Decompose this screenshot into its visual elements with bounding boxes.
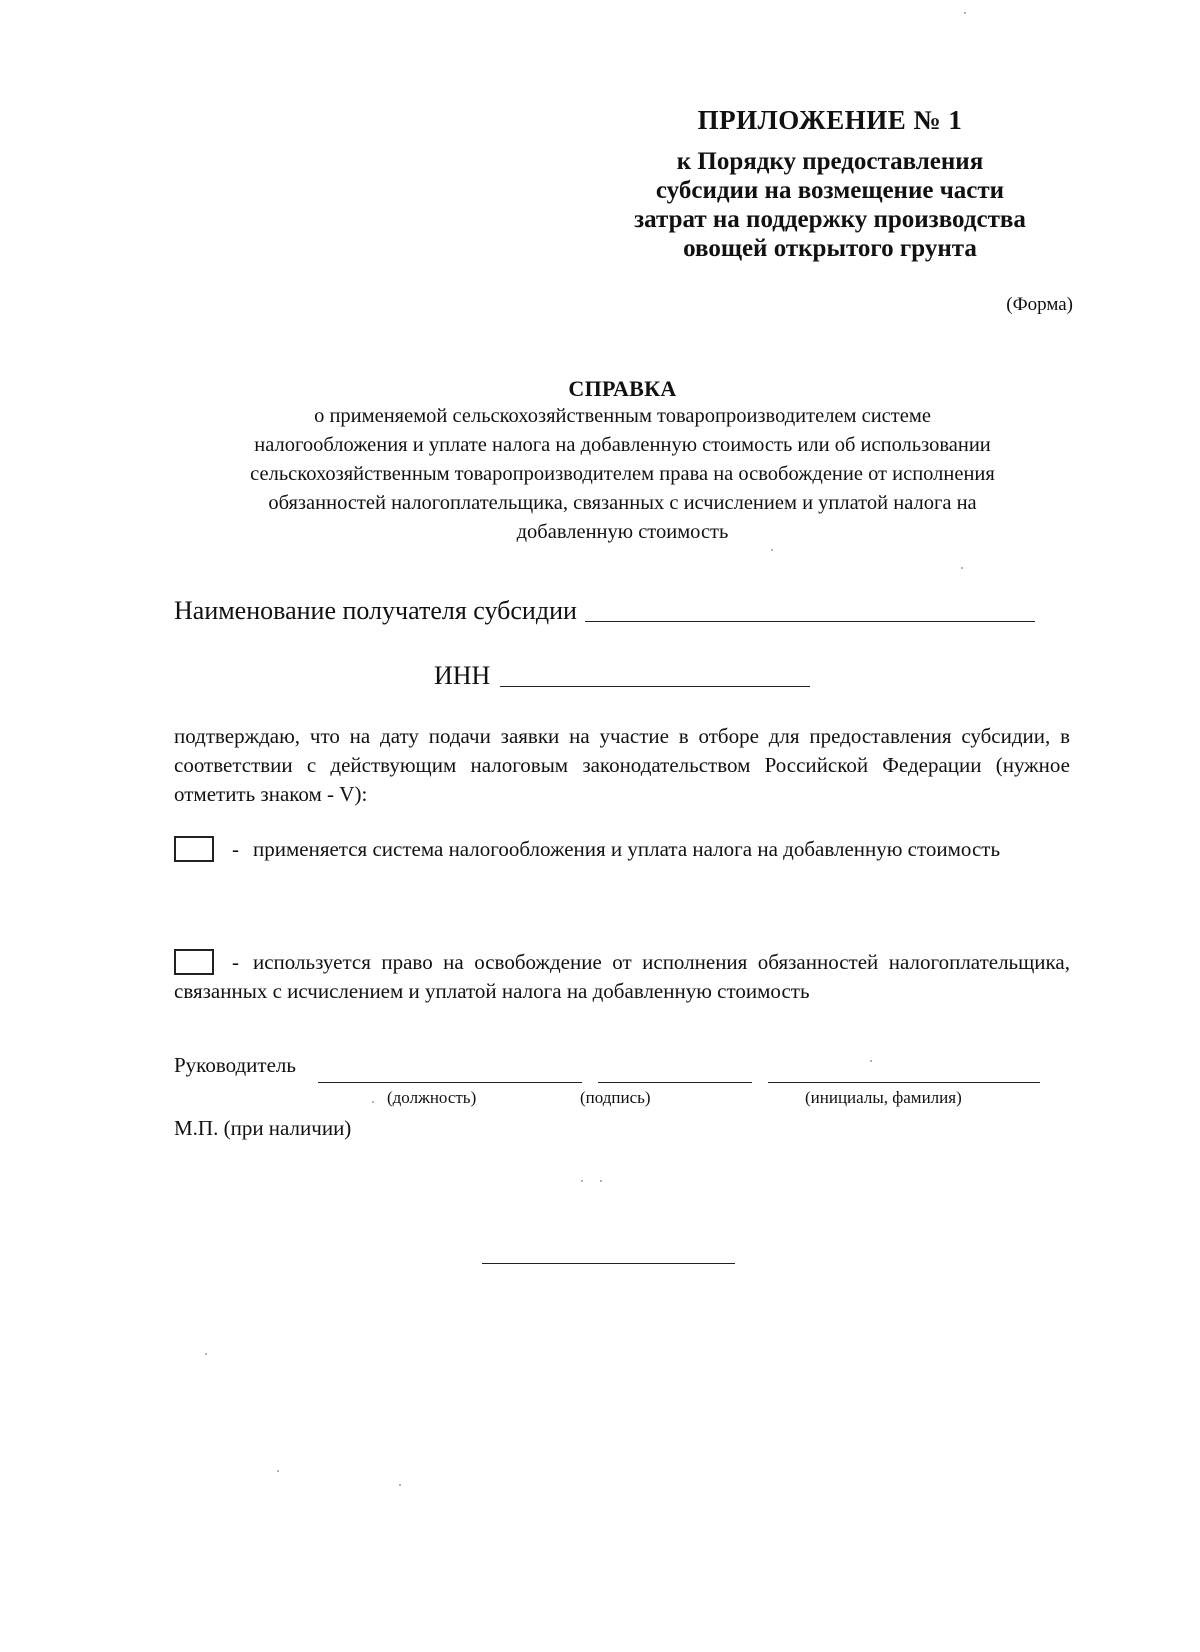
subtitle-line: сельскохозяйственным товаропроизводителем права на освобождение от исполнения — [250, 463, 995, 485]
scan-speck — [205, 1353, 207, 1355]
scan-speck — [771, 549, 773, 551]
option-text: применяется система налогообложения и уплата налога на добавленную стоимость — [253, 837, 1001, 861]
option-vat-payer — [174, 835, 1070, 864]
scan-speck — [964, 12, 966, 14]
confirmation-paragraph: подтверждаю, что на дату подачи заявки на участие в отборе для предоставления субсидии, в соответствии с действующим налоговым законодательством Российской Федерации (нужное отметить знаком - V): — [174, 724, 1070, 806]
option-vat-exemption — [174, 948, 1070, 1006]
option-checkbox[interactable] — [174, 836, 214, 862]
end-separator-line — [482, 1262, 735, 1264]
appendix-line: затрат на поддержку производства — [634, 206, 1026, 233]
appendix-title: ПРИЛОЖЕНИЕ № 1 — [697, 105, 963, 135]
seal-label: М.П. (при наличии) — [174, 1116, 352, 1140]
form-label: (Форма) — [1006, 294, 1073, 315]
position-caption: (должность) — [387, 1088, 477, 1107]
scan-speck — [961, 567, 963, 569]
appendix-line: субсидии на возмещение части — [655, 177, 1005, 204]
signature-caption: (подпись) — [580, 1088, 651, 1107]
option-dash: - — [232, 950, 239, 974]
recipient-field-row — [174, 595, 1035, 626]
inn-label: ИНН — [434, 661, 491, 690]
inn-field[interactable] — [500, 660, 810, 687]
scan-speck — [581, 1180, 583, 1182]
position-field[interactable] — [318, 1081, 582, 1083]
appendix-line: овощей открытого грунта — [683, 235, 977, 262]
appendix-reference — [560, 147, 1100, 263]
option-dash: - — [232, 837, 239, 861]
option-checkbox[interactable] — [174, 949, 214, 975]
inn-field-row — [434, 660, 810, 691]
scan-speck — [600, 1180, 602, 1182]
scan-speck — [870, 1060, 872, 1062]
recipient-name-field[interactable] — [585, 595, 1035, 622]
document-subtitle — [170, 402, 1075, 547]
subtitle-line: о применяемой сельскохозяйственным товаропроизводителем системе — [314, 405, 931, 427]
scan-speck — [399, 1484, 401, 1486]
document-title: СПРАВКА — [568, 376, 677, 401]
recipient-label: Наименование получателя субсидии — [174, 596, 577, 625]
subtitle-line: добавленную стоимость — [516, 521, 729, 543]
signature-field[interactable] — [598, 1081, 752, 1083]
option-text: используется право на освобождение от исполнения обязанностей налогоплательщика, связанных с исчислением и уплатой налога на добавленную стоимость — [174, 950, 1070, 1003]
initials-surname-caption: (инициалы, фамилия) — [805, 1088, 962, 1107]
subtitle-line: налогообложения и уплате налога на добавленную стоимость или об использовании — [254, 434, 991, 456]
initials-surname-field[interactable] — [768, 1081, 1040, 1083]
scan-speck — [277, 1470, 279, 1472]
subtitle-line: обязанностей налогоплательщика, связанных с исчислением и уплатой налога на — [268, 492, 977, 514]
head-label: Руководитель — [174, 1053, 296, 1077]
scan-speck — [372, 1101, 374, 1103]
appendix-line: к Порядку предоставления — [676, 148, 984, 175]
